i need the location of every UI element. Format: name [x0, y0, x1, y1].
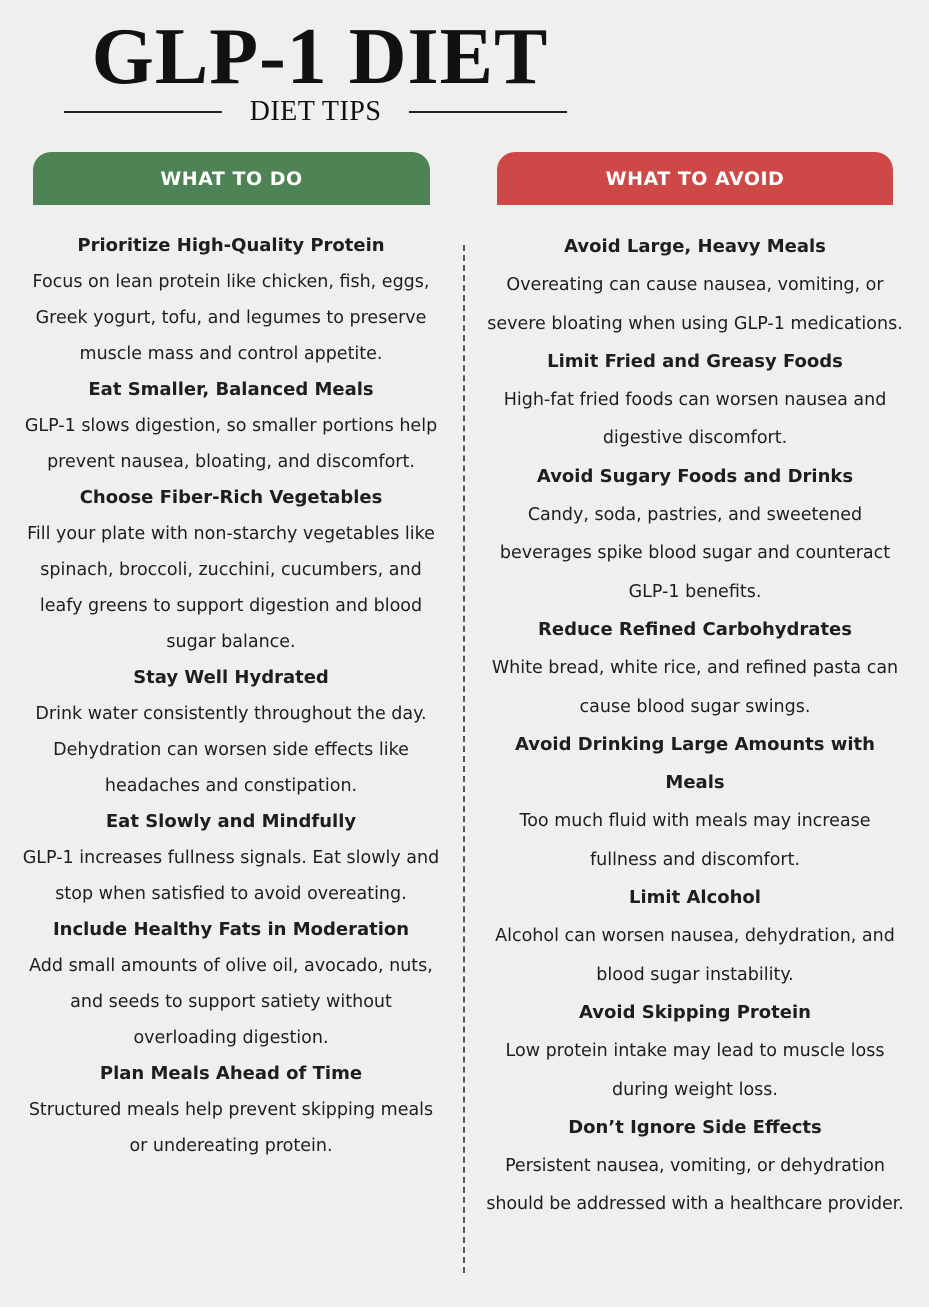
avoid-item	[486, 1109, 904, 1224]
avoid-item	[486, 994, 904, 1109]
what-to-do-header: WHAT TO DO	[33, 152, 430, 205]
avoid-item-text: Too much fluid with meals may increase fullness and discomfort.	[519, 811, 871, 870]
avoid-item-title: Reduce Refined Carbohydrates	[538, 618, 852, 640]
avoid-item	[486, 726, 904, 879]
avoid-item-title: Avoid Sugary Foods and Drinks	[536, 465, 854, 487]
avoid-item-title: Avoid Skipping Protein	[579, 1001, 811, 1023]
avoid-item-text: Candy, soda, pastries, and sweetened beverages spike blood sugar and counteract GLP-1 benefits.	[499, 505, 891, 602]
avoid-item-title: Avoid Drinking Large Amounts with Meals	[515, 733, 875, 794]
do-item-title: Prioritize High-Quality Protein	[77, 235, 385, 256]
avoid-item-text: Overeating can cause nausea, vomiting, or severe bloating when using GLP-1 medications.	[487, 275, 903, 334]
column-divider	[463, 245, 465, 1273]
avoid-item	[486, 611, 904, 726]
do-column	[20, 228, 442, 1164]
avoid-item-text: Persistent nausea, vomiting, or dehydration should be addressed with a healthcare provider.	[486, 1156, 904, 1215]
avoid-item	[486, 343, 904, 458]
do-item	[20, 372, 442, 480]
do-item	[20, 912, 442, 1056]
avoid-item-text: High-fat fried foods can worsen nausea and digestive discomfort.	[503, 390, 887, 449]
do-item	[20, 1056, 442, 1164]
avoid-item-text: Alcohol can worsen nausea, dehydration, and blood sugar instability.	[495, 926, 895, 985]
avoid-item-title: Don’t Ignore Side Effects	[568, 1116, 822, 1138]
do-item-text: Drink water consistently throughout the day. Dehydration can worsen side effects like headaches and constipation.	[35, 704, 427, 796]
avoid-item	[486, 228, 904, 343]
avoid-item-text: White bread, white rice, and refined pasta can cause blood sugar swings.	[491, 658, 899, 717]
do-item-title: Eat Slowly and Mindfully	[105, 811, 357, 832]
page-title: GLP-1 DIET	[91, 13, 549, 101]
subtitle-row	[64, 94, 567, 130]
avoid-item-title: Limit Fried and Greasy Foods	[547, 350, 843, 372]
do-item-title: Choose Fiber-Rich Vegetables	[79, 487, 383, 508]
do-item	[20, 804, 442, 912]
what-to-avoid-header: WHAT TO AVOID	[497, 152, 893, 205]
do-item-text: Fill your plate with non-starchy vegetables like spinach, broccoli, zucchini, cucumbers, and leafy greens to support digestion and blood sugar balance.	[27, 524, 435, 652]
do-item-title: Plan Meals Ahead of Time	[99, 1063, 363, 1084]
avoid-column	[486, 228, 904, 1224]
subtitle-rule-left	[64, 111, 222, 113]
do-item-text: Add small amounts of olive oil, avocado, nuts, and seeds to support satiety without overloading digestion.	[29, 956, 433, 1048]
do-item-text: Structured meals help prevent skipping meals or undereating protein.	[28, 1100, 434, 1156]
avoid-item-text: Low protein intake may lead to muscle loss during weight loss.	[505, 1041, 885, 1100]
do-item-title: Eat Smaller, Balanced Meals	[88, 379, 374, 400]
do-item-text: GLP-1 increases fullness signals. Eat slowly and stop when satisfied to avoid overeating.	[22, 848, 440, 904]
do-item	[20, 660, 442, 804]
avoid-item-title: Avoid Large, Heavy Meals	[564, 236, 826, 257]
do-item	[20, 228, 442, 372]
do-item	[20, 480, 442, 660]
avoid-item	[486, 879, 904, 994]
do-item-title: Stay Well Hydrated	[133, 667, 329, 688]
avoid-item-title: Limit Alcohol	[629, 887, 761, 909]
subtitle-rule-right	[409, 111, 567, 113]
page-subtitle: DIET TIPS	[249, 96, 382, 127]
do-item-title: Include Healthy Fats in Moderation	[52, 919, 410, 940]
do-item-text: GLP-1 slows digestion, so smaller portions help prevent nausea, bloating, and discomfort.	[24, 416, 438, 472]
do-item-text: Focus on lean protein like chicken, fish, eggs, Greek yogurt, tofu, and legumes to preserve muscle mass and control appetite.	[32, 272, 430, 364]
avoid-item	[486, 458, 904, 611]
